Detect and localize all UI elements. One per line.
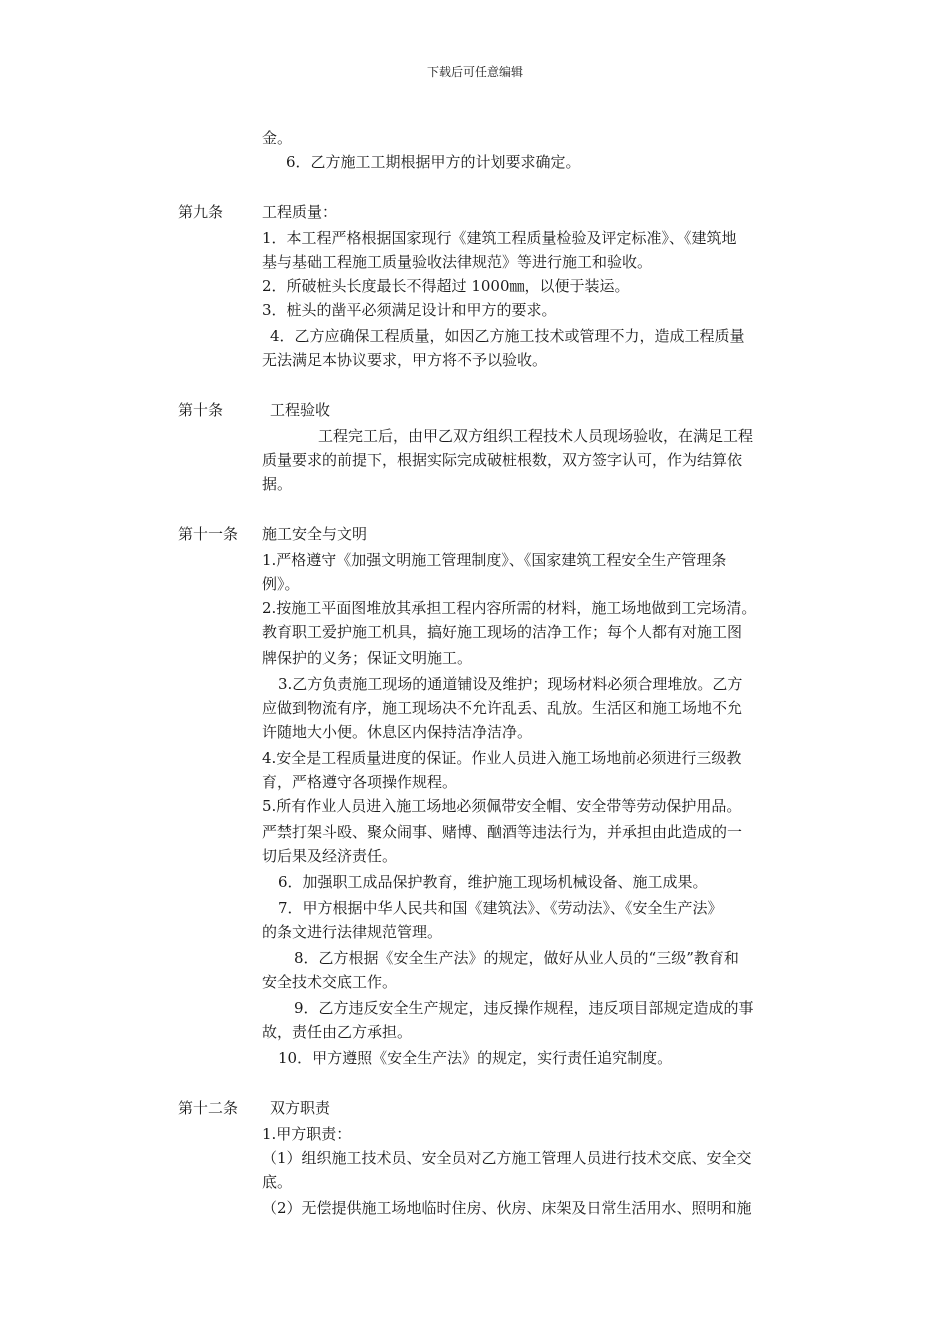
text-line: 3．桩头的凿平必须满足设计和甲方的要求。 <box>262 301 557 319</box>
article-title: 施工安全与文明 <box>262 525 368 543</box>
article-number: 第十一条 <box>178 525 239 543</box>
article-title: 双方职责 <box>270 1099 331 1117</box>
text-line: 质量要求的前提下，根据实际完成破桩根数，双方签字认可，作为结算依 <box>262 451 743 469</box>
text-line: 6．加强职工成品保护教育，维护施工现场机械设备、施工成果。 <box>278 873 708 891</box>
text-line: 6．乙方施工工期根据甲方的计划要求确定。 <box>286 153 581 171</box>
text-line: 据。 <box>262 475 293 493</box>
text-line: 2.按施工平面图堆放其承担工程内容所需的材料，施工场地做到工完场清。 <box>262 599 757 617</box>
text-line: 故，责任由乙方承担。 <box>262 1023 413 1041</box>
text-line: 牌保护的义务；保证文明施工。 <box>262 649 473 667</box>
article-number: 第九条 <box>178 203 224 221</box>
text-line: 4.安全是工程质量进度的保证。作业人员进入施工场地前必须进行三级教 <box>262 749 742 767</box>
text-line: 严禁打架斗殴、聚众闹事、赌博、酗酒等违法行为，并承担由此造成的一 <box>262 823 743 841</box>
text-line: 8．乙方根据《安全生产法》的规定，做好从业人员的“三级”教育和 <box>294 949 739 967</box>
text-line: 5.所有作业人员进入施工场地必须佩带安全帽、安全带等劳动保护用品。 <box>262 797 742 815</box>
text-line: 1．本工程严格根据国家现行《建筑工程质量检验及评定标准》、《建筑地 <box>262 229 737 247</box>
text-line: 基与基础工程施工质量验收法律规范》等进行施工和验收。 <box>262 253 653 271</box>
article-number: 第十条 <box>178 401 224 419</box>
text-line: 3.乙方负责施工现场的通道铺设及维护；现场材料必须合理堆放。乙方 <box>278 675 743 693</box>
text-line: 无法满足本协议要求，甲方将不予以验收。 <box>262 351 548 369</box>
text-line: 2．所破桩头长度最长不得超过 1000㎜，以便于装运。 <box>262 277 630 295</box>
article-title: 工程验收 <box>270 401 331 419</box>
text-line: 7．甲方根据中华人民共和国《建筑法》、《劳动法》、《安全生产法》 <box>278 899 723 917</box>
text-line: （2）无偿提供施工场地临时住房、伙房、床架及日常生活用水、照明和施 <box>262 1199 752 1217</box>
text-line: 许随地大小便。休息区内保持洁净洁净。 <box>262 723 533 741</box>
text-line: 10．甲方遵照《安全生产法》的规定，实行责任追究制度。 <box>278 1049 673 1067</box>
text-line: 育，严格遵守各项操作规程。 <box>262 773 458 791</box>
article-number: 第十二条 <box>178 1099 239 1117</box>
text-line: 教育职工爱护施工机具，搞好施工现场的洁净工作；每个人都有对施工图 <box>262 623 743 641</box>
text-line: 安全技术交底工作。 <box>262 973 398 991</box>
article-title: 工程质量： <box>262 203 338 221</box>
text-line: 例》。 <box>262 575 300 593</box>
text-line: 1.严格遵守《加强文明施工管理制度》、《国家建筑工程安全生产管理条 <box>262 551 727 569</box>
text-line: 切后果及经济责任。 <box>262 847 398 865</box>
text-line: 4．乙方应确保工程质量，如因乙方施工技术或管理不力，造成工程质量 <box>270 327 745 345</box>
text-line: 的条文进行法律规范管理。 <box>262 923 443 941</box>
text-line: 9．乙方违反安全生产规定，违反操作规程，违反项目部规定造成的事 <box>294 999 754 1017</box>
text-line: （1）组织施工技术员、安全员对乙方施工管理人员进行技术交底、安全交 <box>262 1149 752 1167</box>
text-line: 应做到物流有序，施工现场决不允许乱丢、乱放。生活区和施工场地不允 <box>262 699 743 717</box>
text-line: 金。 <box>262 129 293 147</box>
text-line: 工程完工后，由甲乙双方组织工程技术人员现场验收，在满足工程 <box>318 427 754 445</box>
page-header: 下载后可任意编辑 <box>426 65 523 79</box>
text-line: 底。 <box>262 1173 293 1191</box>
text-line: 1.甲方职责： <box>262 1125 352 1143</box>
